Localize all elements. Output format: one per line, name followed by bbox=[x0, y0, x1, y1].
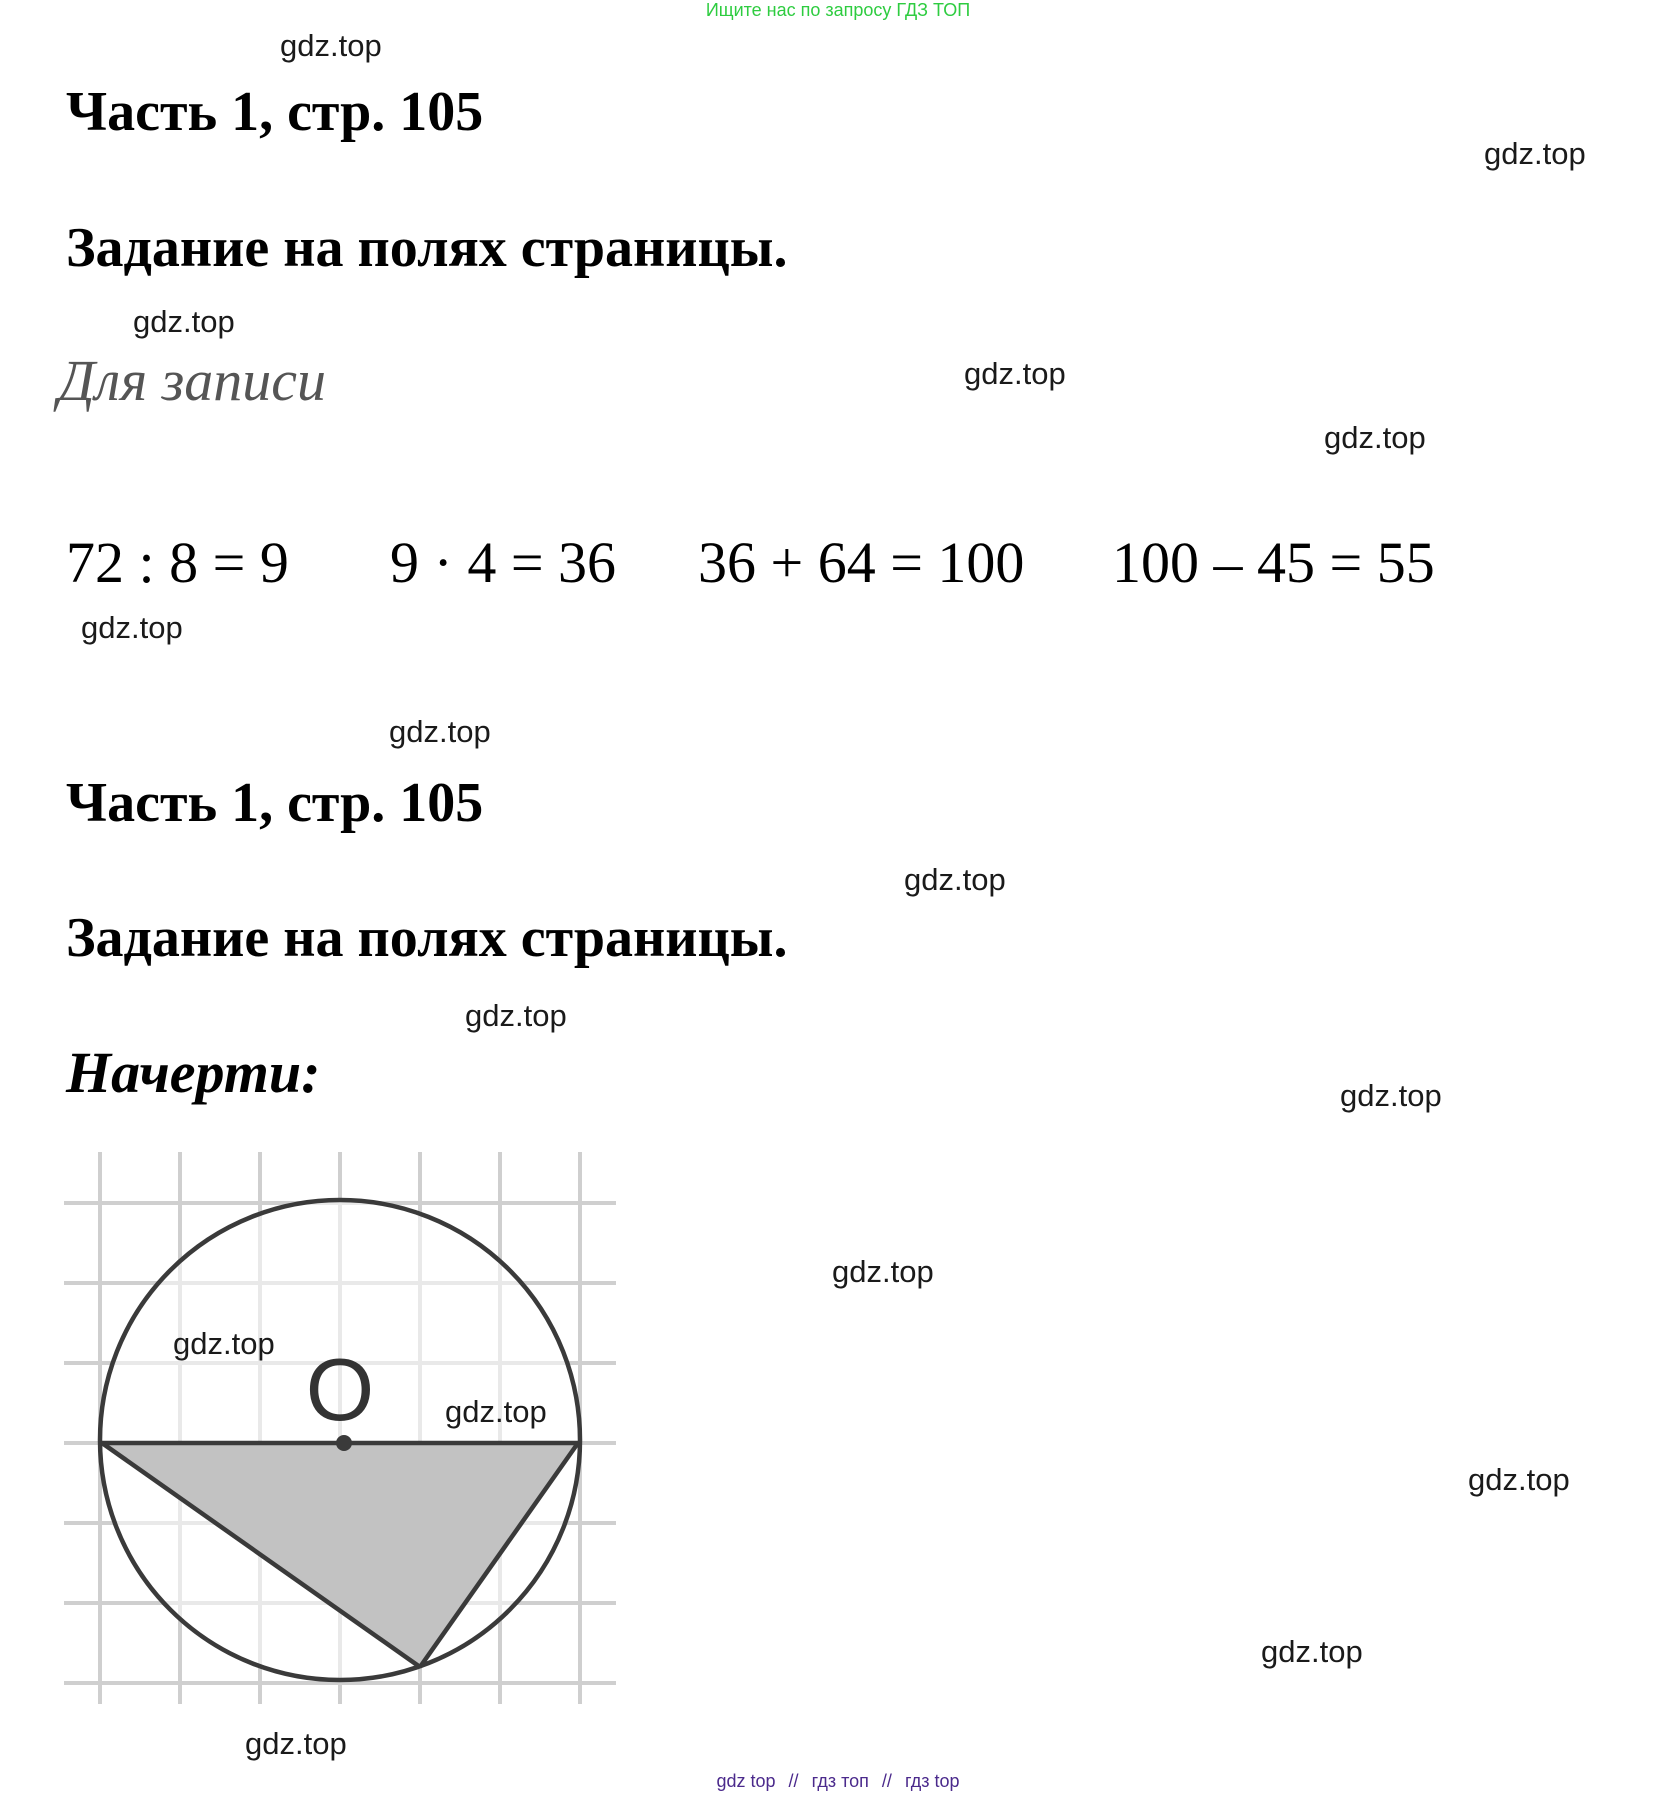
part-page-heading-2: Часть 1, стр. 105 bbox=[66, 772, 484, 834]
equation-1: 72 : 8 = 9 bbox=[66, 530, 289, 595]
watermark-8: gdz.top bbox=[904, 862, 1006, 897]
watermark-7: gdz.top bbox=[389, 714, 491, 749]
watermark-1: gdz.top bbox=[280, 28, 382, 63]
task-heading-1: Задание на полях страницы. bbox=[66, 217, 788, 279]
instruction-heading-2: Начерти: bbox=[66, 1040, 321, 1105]
task-heading-2: Задание на полях страницы. bbox=[66, 907, 788, 969]
footer-link-1[interactable]: gdz top bbox=[716, 1771, 776, 1791]
watermark-6: gdz.top bbox=[81, 610, 183, 645]
watermark-14: gdz.top bbox=[1468, 1462, 1570, 1497]
footer-links bbox=[0, 1771, 1676, 1792]
watermark-3: gdz.top bbox=[133, 304, 235, 339]
watermark-5: gdz.top bbox=[1324, 420, 1426, 455]
equation-4: 100 – 45 = 55 bbox=[1112, 530, 1435, 595]
watermark-4: gdz.top bbox=[964, 356, 1066, 391]
part-page-heading-1: Часть 1, стр. 105 bbox=[66, 81, 484, 143]
watermark-16: gdz.top bbox=[245, 1726, 347, 1761]
footer-link-3[interactable]: гдз top bbox=[904, 1771, 960, 1791]
watermark-12: gdz.top bbox=[173, 1326, 275, 1361]
equation-2: 9 · 4 = 36 bbox=[390, 530, 617, 595]
footer-separator-2: // bbox=[881, 1771, 892, 1791]
watermark-11: gdz.top bbox=[832, 1254, 934, 1289]
footer-link-2[interactable]: гдз топ bbox=[811, 1771, 869, 1791]
watermark-9: gdz.top bbox=[465, 998, 567, 1033]
watermark-13: gdz.top bbox=[445, 1394, 547, 1429]
watermark-2: gdz.top bbox=[1484, 136, 1586, 171]
watermark-15: gdz.top bbox=[1261, 1634, 1363, 1669]
center-label: O bbox=[305, 1340, 375, 1439]
instruction-heading-1: Для записи bbox=[58, 348, 327, 413]
footer-separator-1: // bbox=[788, 1771, 799, 1791]
top-search-banner[interactable]: Ищите нас по запросу ГДЗ ТОП bbox=[705, 0, 971, 20]
watermark-10: gdz.top bbox=[1340, 1078, 1442, 1113]
equation-3: 36 + 64 = 100 bbox=[698, 530, 1025, 595]
